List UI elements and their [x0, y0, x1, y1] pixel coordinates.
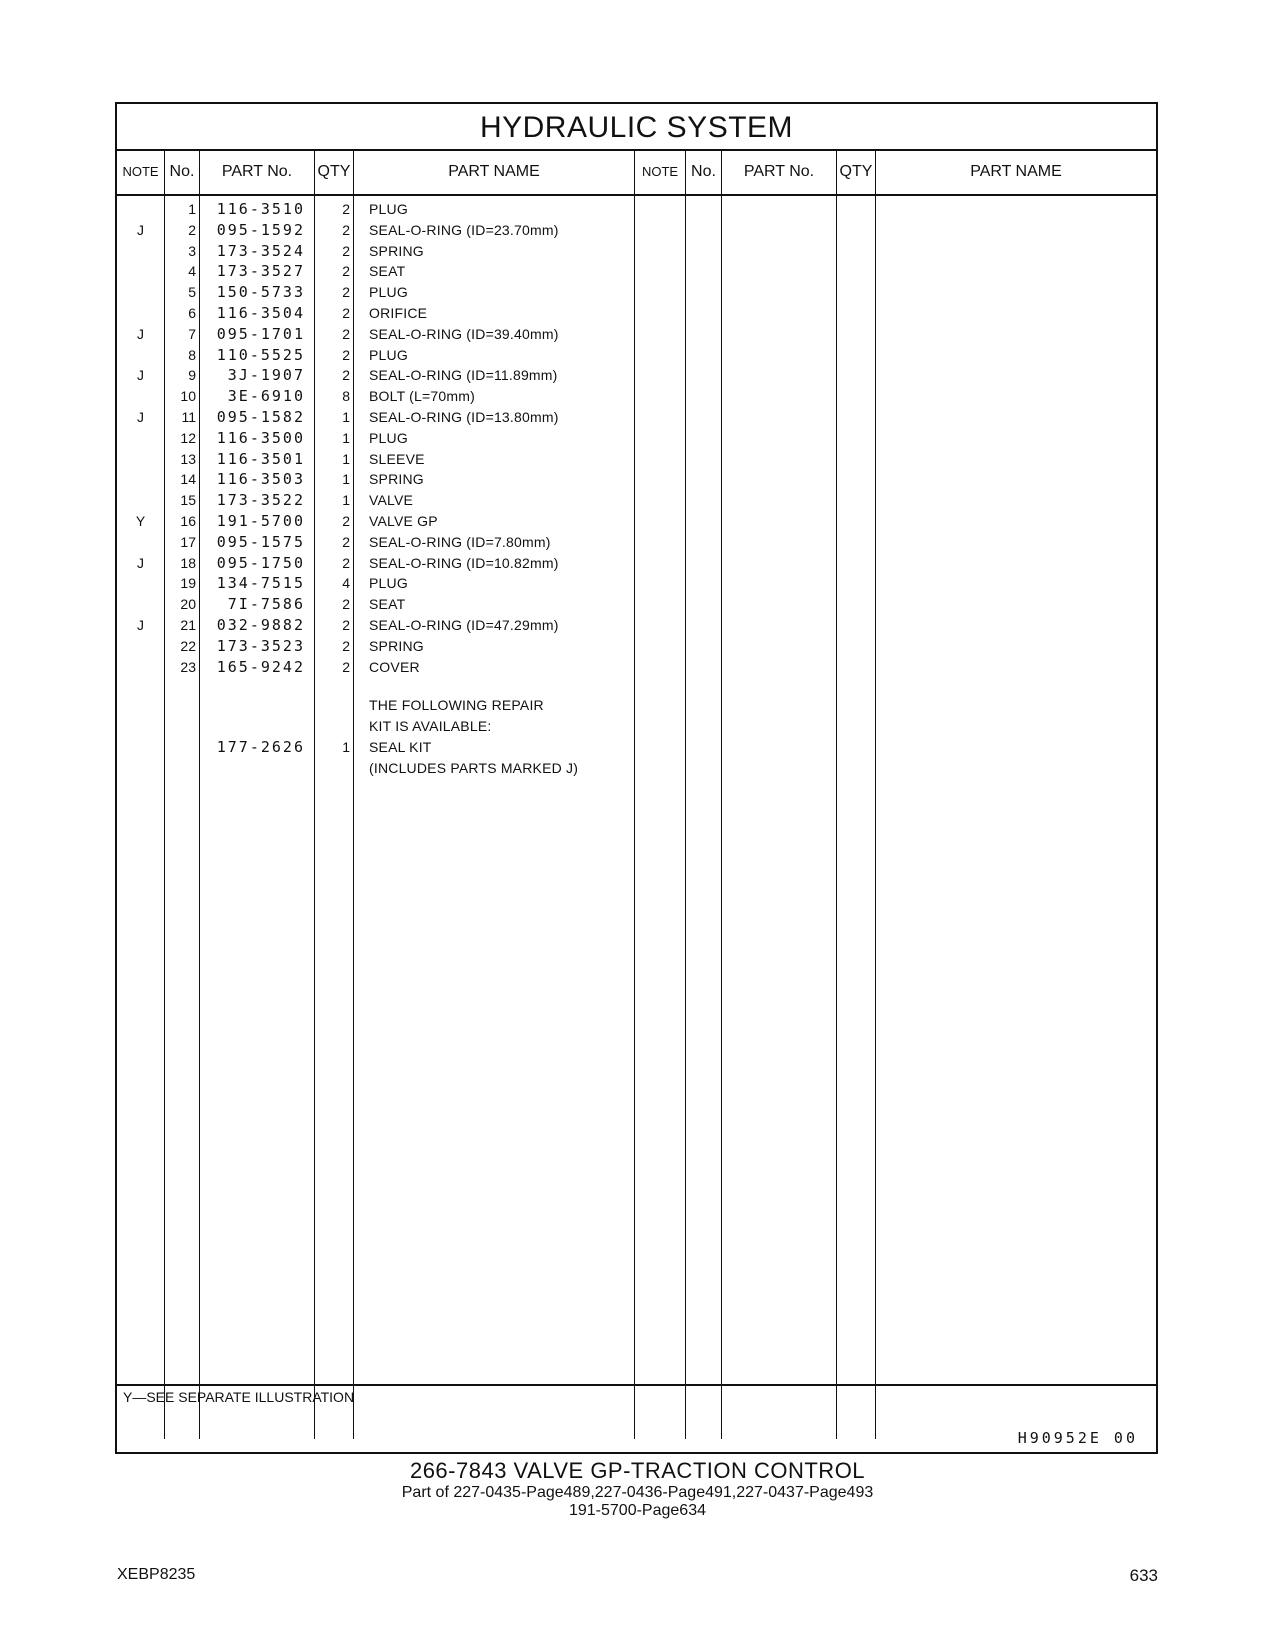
repair-kit-row — [117, 736, 637, 758]
header-qty-right: QTY — [839, 163, 873, 180]
row-qty: 2 — [342, 596, 350, 613]
row-qty: 1 — [342, 409, 350, 425]
row-part-name: COVER — [369, 658, 420, 675]
table-row — [117, 510, 637, 532]
row-qty: 1 — [342, 429, 350, 446]
row-qty: 2 — [342, 284, 350, 301]
row-qty: 2 — [342, 637, 350, 654]
header-part-no: PART No. — [221, 163, 293, 180]
table-row — [117, 302, 637, 324]
header-no: No. — [169, 163, 195, 180]
row-number: 8 — [188, 346, 196, 363]
row-note: J — [137, 221, 144, 238]
row-note — [117, 198, 164, 220]
row-number: 5 — [188, 284, 196, 301]
row-part-name: SEAL-O-RING (ID=11.89mm) — [369, 367, 558, 384]
row-part-name: SPRING — [369, 242, 424, 259]
header-no-right: No. — [691, 163, 716, 180]
row-part-name: SEAL-O-RING (ID=23.70mm) — [369, 221, 559, 238]
row-part-name: VALVE GP — [369, 513, 438, 529]
row-part-name: SEAL-O-RING (ID=10.82mm) — [369, 554, 559, 571]
table-row — [117, 468, 637, 490]
row-part-number: 110-5525 — [216, 345, 305, 364]
table-row — [117, 198, 637, 220]
table-row — [117, 406, 637, 428]
header-part-no-right: PART No. — [743, 163, 815, 180]
header-note-right: NOTE — [641, 164, 679, 179]
row-note: J — [137, 367, 144, 384]
row-qty: 2 — [342, 263, 350, 280]
row-qty: 2 — [342, 201, 350, 217]
row-number: 13 — [180, 450, 196, 467]
row-part-number: 095-1750 — [216, 553, 305, 572]
repair-kit-note: (INCLUDES PARTS MARKED J) — [369, 759, 579, 776]
table-row — [117, 364, 637, 386]
table-header — [117, 149, 1156, 196]
repair-kit-name: SEAL KIT — [369, 739, 432, 755]
row-qty: 2 — [342, 346, 350, 363]
table-row — [117, 531, 637, 553]
row-qty: 2 — [342, 367, 350, 384]
row-part-number: 095-1592 — [216, 220, 305, 239]
page-number: 633 — [1129, 1566, 1158, 1585]
row-part-name: PLUG — [369, 284, 408, 301]
row-number: 16 — [180, 513, 196, 529]
header-qty: QTY — [317, 163, 351, 180]
row-part-name: SEAT — [369, 596, 406, 613]
row-number: 2 — [188, 221, 196, 238]
row-note — [117, 635, 164, 657]
row-part-number: 134-7515 — [216, 574, 305, 593]
row-part-number: 173-3523 — [216, 636, 305, 655]
row-part-name: SPRING — [369, 637, 424, 654]
row-note: Y — [135, 513, 146, 529]
row-note — [117, 656, 164, 678]
row-note — [117, 468, 164, 490]
row-part-name: PLUG — [369, 575, 408, 592]
row-part-name: SEAT — [369, 263, 406, 280]
row-number: 22 — [180, 637, 196, 654]
row-number: 17 — [180, 533, 196, 550]
row-part-number: 095-1582 — [216, 408, 305, 426]
repair-kit-qty: 1 — [342, 739, 350, 755]
row-part-number: 173-3524 — [216, 241, 305, 260]
table-row — [117, 427, 637, 449]
row-note — [117, 385, 164, 407]
parts-table-frame — [115, 102, 1158, 1454]
row-number: 7 — [188, 325, 196, 342]
row-part-number: 032-9882 — [216, 616, 305, 634]
row-part-number: 095-1575 — [216, 532, 305, 551]
row-qty: 2 — [342, 242, 350, 259]
row-part-number: 116-3501 — [216, 449, 305, 468]
repair-kit-line: THE FOLLOWING REPAIR — [369, 697, 544, 714]
table-row — [117, 240, 637, 262]
table-row — [117, 260, 637, 282]
footnote: Y—SEE SEPARATE ILLUSTRATION — [123, 1389, 355, 1405]
table-row — [117, 552, 637, 574]
row-part-name: SPRING — [369, 471, 424, 488]
row-note — [117, 448, 164, 470]
row-part-name: SLEEVE — [369, 450, 425, 467]
row-qty: 2 — [342, 221, 350, 238]
header-part-name-right: PART NAME — [970, 163, 1062, 180]
row-note — [117, 489, 164, 511]
table-row — [117, 593, 637, 615]
row-number: 23 — [180, 658, 196, 675]
row-note: J — [137, 409, 144, 425]
row-part-name: VALVE — [369, 492, 414, 509]
row-note: J — [137, 325, 144, 342]
row-part-name: SEAL-O-RING (ID=39.40mm) — [369, 325, 559, 342]
table-row — [117, 219, 637, 241]
document-number: H90952E 00 — [1017, 1429, 1138, 1447]
row-part-number: 173-3527 — [216, 262, 305, 281]
row-number: 9 — [188, 367, 196, 384]
row-part-name: SEAL-O-RING (ID=47.29mm) — [369, 617, 559, 633]
row-qty: 2 — [342, 325, 350, 342]
row-qty: 2 — [342, 305, 350, 321]
repair-kit-line: KIT IS AVAILABLE: — [369, 718, 492, 735]
row-qty: 8 — [342, 388, 350, 405]
row-number: 11 — [181, 409, 196, 425]
row-note — [117, 572, 164, 594]
header-note: NOTE — [122, 164, 159, 179]
row-qty: 2 — [342, 617, 350, 633]
row-number: 4 — [188, 263, 196, 280]
row-qty: 1 — [342, 492, 350, 509]
row-number: 21 — [180, 617, 196, 633]
section-title: HYDRAULIC SYSTEM — [117, 104, 1156, 151]
row-number: 19 — [180, 575, 196, 592]
table-row — [117, 385, 637, 407]
table-row — [117, 572, 637, 594]
row-part-name: ORIFICE — [369, 305, 428, 321]
row-qty: 4 — [342, 575, 350, 592]
row-qty: 2 — [342, 658, 350, 675]
table-row — [117, 614, 637, 636]
row-number: 15 — [180, 492, 196, 509]
row-part-number: 3E-6910 — [227, 387, 305, 406]
column-divider — [875, 149, 876, 1439]
row-note: J — [137, 617, 144, 633]
row-part-number: 150-5733 — [216, 283, 305, 302]
row-number: 3 — [188, 242, 196, 259]
row-part-name: SEAL-O-RING (ID=7.80mm) — [369, 533, 551, 550]
row-number: 1 — [188, 201, 196, 217]
table-row — [117, 656, 637, 678]
row-part-number: 165-9242 — [216, 657, 305, 676]
table-row — [117, 344, 637, 366]
row-note — [117, 302, 164, 324]
row-part-number: 116-3503 — [216, 470, 305, 489]
repair-kit-row — [117, 715, 637, 737]
table-row — [117, 489, 637, 511]
footer-divider — [117, 1384, 1156, 1386]
row-qty: 2 — [342, 533, 350, 550]
row-qty: 1 — [342, 450, 350, 467]
row-note: J — [137, 554, 144, 571]
row-qty: 2 — [342, 513, 350, 529]
row-part-name: BOLT (L=70mm) — [369, 388, 475, 405]
row-note — [117, 260, 164, 282]
row-part-number: 095-1701 — [216, 324, 305, 343]
caption-part-of: Part of 227-0435-Page489,227-0436-Page491,227-0437-Page493 — [401, 1484, 874, 1501]
row-part-number: 7I-7586 — [227, 595, 305, 614]
row-qty: 1 — [342, 471, 350, 488]
row-part-number: 3J-1907 — [227, 366, 305, 385]
row-number: 18 — [180, 554, 196, 571]
repair-kit-row — [117, 757, 637, 779]
row-note — [117, 344, 164, 366]
table-row — [117, 281, 637, 303]
row-note — [117, 593, 164, 615]
caption-title: 266-7843 VALVE GP-TRACTION CONTROL — [409, 1458, 866, 1483]
row-note — [117, 531, 164, 553]
row-number: 20 — [180, 596, 196, 613]
row-part-name: SEAL-O-RING (ID=13.80mm) — [369, 409, 559, 425]
row-part-number: 116-3510 — [216, 200, 305, 218]
row-qty: 2 — [342, 554, 350, 571]
caption-reference: 191-5700-Page634 — [568, 1502, 706, 1519]
row-number: 10 — [180, 388, 196, 405]
row-part-name: PLUG — [369, 201, 408, 217]
row-part-name: PLUG — [369, 346, 408, 363]
row-number: 6 — [188, 305, 196, 321]
table-row — [117, 635, 637, 657]
column-divider — [836, 149, 837, 1439]
repair-kit-row — [117, 694, 637, 716]
book-id: XEBP8235 — [117, 1566, 196, 1583]
repair-kit-part-number: 177-2626 — [216, 738, 305, 756]
row-part-number: 191-5700 — [216, 512, 305, 530]
row-note — [117, 427, 164, 449]
table-row — [117, 323, 637, 345]
row-part-number: 173-3522 — [216, 491, 305, 510]
row-note — [117, 281, 164, 303]
table-row — [117, 448, 637, 470]
row-part-name: PLUG — [369, 429, 408, 446]
row-note — [117, 240, 164, 262]
row-number: 14 — [180, 471, 196, 488]
row-part-number: 116-3504 — [216, 304, 305, 322]
row-number: 12 — [180, 429, 196, 446]
header-part-name: PART NAME — [448, 163, 540, 180]
row-part-number: 116-3500 — [216, 428, 305, 447]
